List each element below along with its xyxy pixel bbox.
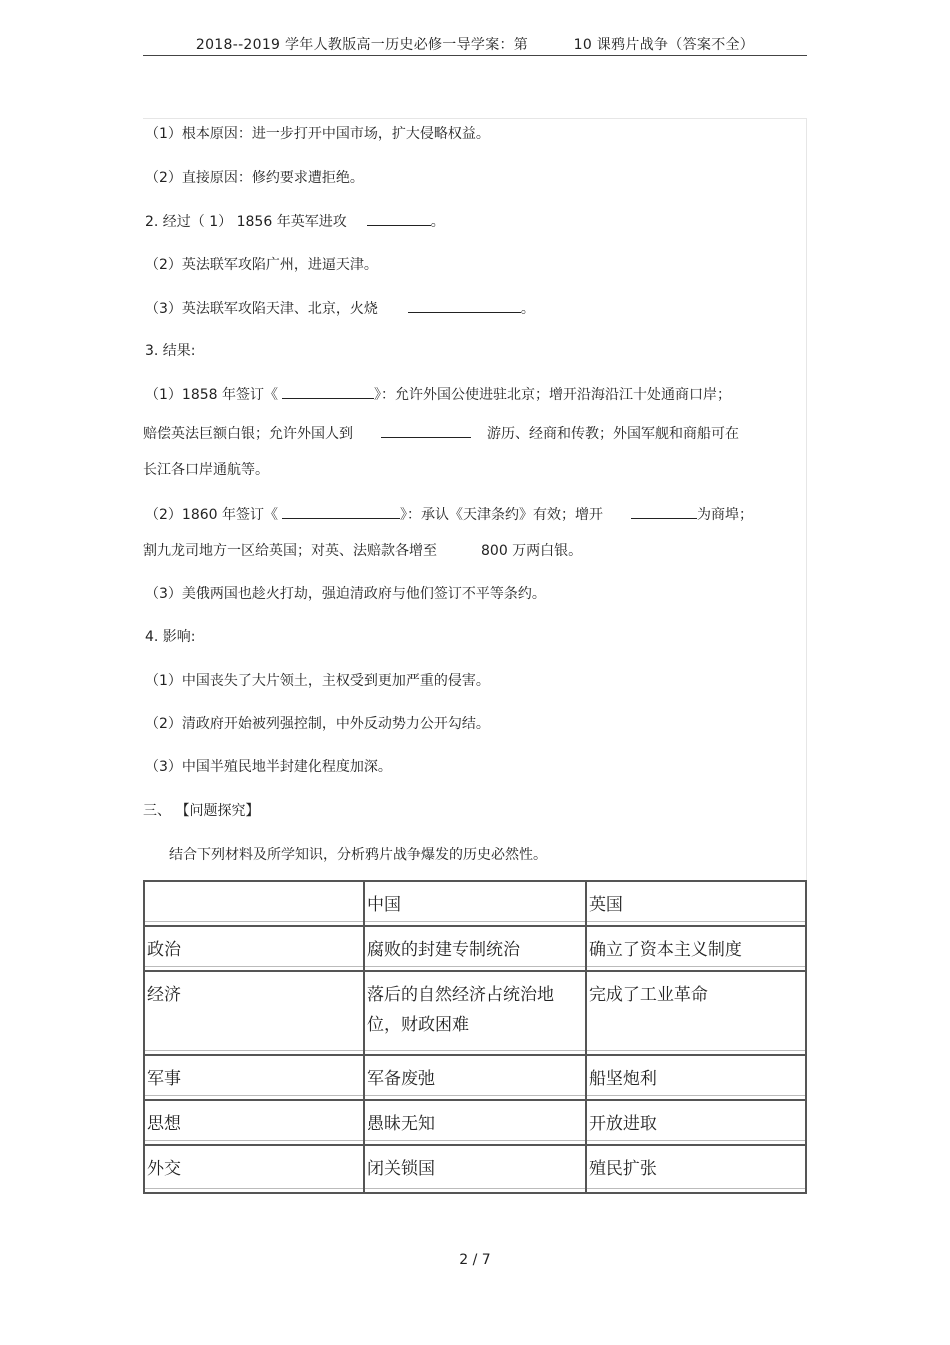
result-1-rest: 》：允许外国公使进驻北京；增开沿海沿江十处通商口岸；	[374, 387, 731, 403]
section-heading: 三、 【问题探究】	[143, 803, 260, 819]
result-2-text: 赔偿英法巨额白银；允许外国人到	[143, 426, 353, 442]
row-label: 军事	[144, 1055, 364, 1100]
impact-heading: 4. 影响:	[145, 629, 196, 645]
blank-field[interactable]	[381, 423, 471, 438]
blank-field[interactable]	[631, 504, 697, 519]
root-cause-line: （1）根本原因：进一步打开中国市场，扩大侵略权益。	[145, 126, 490, 142]
table-header-row	[144, 881, 806, 926]
direct-cause-line: （2）直接原因：修约要求遭拒绝。	[145, 170, 364, 186]
result-line-2	[143, 423, 739, 444]
result-heading: 3. 结果:	[145, 343, 196, 359]
comparison-table	[143, 880, 807, 1194]
result-line-6: （3）美俄两国也趁火打劫，强迫清政府与他们签订不平等条约。	[145, 586, 546, 602]
row-label: 经济	[144, 971, 364, 1055]
process-1-end: 。	[430, 214, 445, 230]
china-cell: 落后的自然经济占统治地位，财政困难	[364, 971, 586, 1055]
result-1-text: （1）1858 年签订《	[145, 387, 278, 403]
process-3-text: （3）英法联军攻陷天津、北京，火烧	[145, 301, 378, 317]
table-row	[144, 1055, 806, 1100]
blank-field[interactable]	[367, 211, 431, 226]
result-line-5	[143, 541, 582, 561]
impact-line-3: （3）中国半殖民地半封建化程度加深。	[145, 759, 392, 775]
result-4-text: （2）1860 年签订《	[145, 507, 278, 523]
process-line-2: （2）英法联军攻陷广州，进逼天津。	[145, 257, 378, 273]
process-line-1	[145, 211, 445, 232]
header-lesson: 10 课鸦片战争（答案不全）	[573, 37, 755, 53]
row-label: 外交	[144, 1145, 364, 1193]
process-1-text: 2. 经过（ 1） 1856 年英军进攻	[145, 214, 347, 230]
impact-line-1: （1）中国丧失了大片领土，主权受到更加严重的侵害。	[145, 673, 490, 689]
china-cell: 腐败的封建专制统治	[364, 926, 586, 971]
process-line-3	[145, 298, 535, 319]
page-number: 2 / 7	[459, 1252, 491, 1268]
britain-cell: 确立了资本主义制度	[586, 926, 806, 971]
result-2-rest: 游历、经商和传教；外国军舰和商船可在	[487, 426, 739, 442]
header-cell-china: 中国	[364, 881, 586, 926]
blank-field[interactable]	[282, 504, 400, 519]
britain-cell: 开放进取	[586, 1100, 806, 1145]
result-4-end: 为商埠；	[697, 507, 753, 523]
china-cell: 闭关锁国	[364, 1145, 586, 1193]
result-5-amount: 800 万两白银。	[481, 543, 583, 559]
result-5-text: 割九龙司地方一区给英国；对英、法赔款各增至	[143, 543, 437, 559]
table-row	[144, 926, 806, 971]
table-row	[144, 1145, 806, 1193]
header-cell-empty	[144, 881, 364, 926]
row-label: 政治	[144, 926, 364, 971]
result-line-4	[145, 504, 753, 525]
impact-line-2: （2）清政府开始被列强控制，中外反动势力公开勾结。	[145, 716, 490, 732]
question-prompt: 结合下列材料及所学知识，分析鸦片战争爆发的历史必然性。	[169, 847, 547, 863]
china-cell: 军备废弛	[364, 1055, 586, 1100]
result-line-1	[145, 384, 731, 405]
row-label: 思想	[144, 1100, 364, 1145]
china-cell: 愚昧无知	[364, 1100, 586, 1145]
page-header	[143, 34, 807, 54]
header-cell-britain: 英国	[586, 881, 806, 926]
britain-cell: 完成了工业革命	[586, 971, 806, 1055]
header-divider	[143, 55, 807, 56]
table-row	[144, 971, 806, 1055]
britain-cell: 殖民扩张	[586, 1145, 806, 1193]
result-line-3: 长江各口岸通航等。	[143, 462, 269, 478]
header-title: 2018--2019 学年人教版高一历史必修一导学案：第	[195, 37, 529, 53]
table-row	[144, 1100, 806, 1145]
britain-cell: 船坚炮利	[586, 1055, 806, 1100]
result-4-mid: 》：承认《天津条约》有效；增开	[400, 507, 603, 523]
blank-field[interactable]	[282, 384, 374, 399]
process-3-end: 。	[520, 301, 535, 317]
blank-field[interactable]	[408, 298, 521, 313]
